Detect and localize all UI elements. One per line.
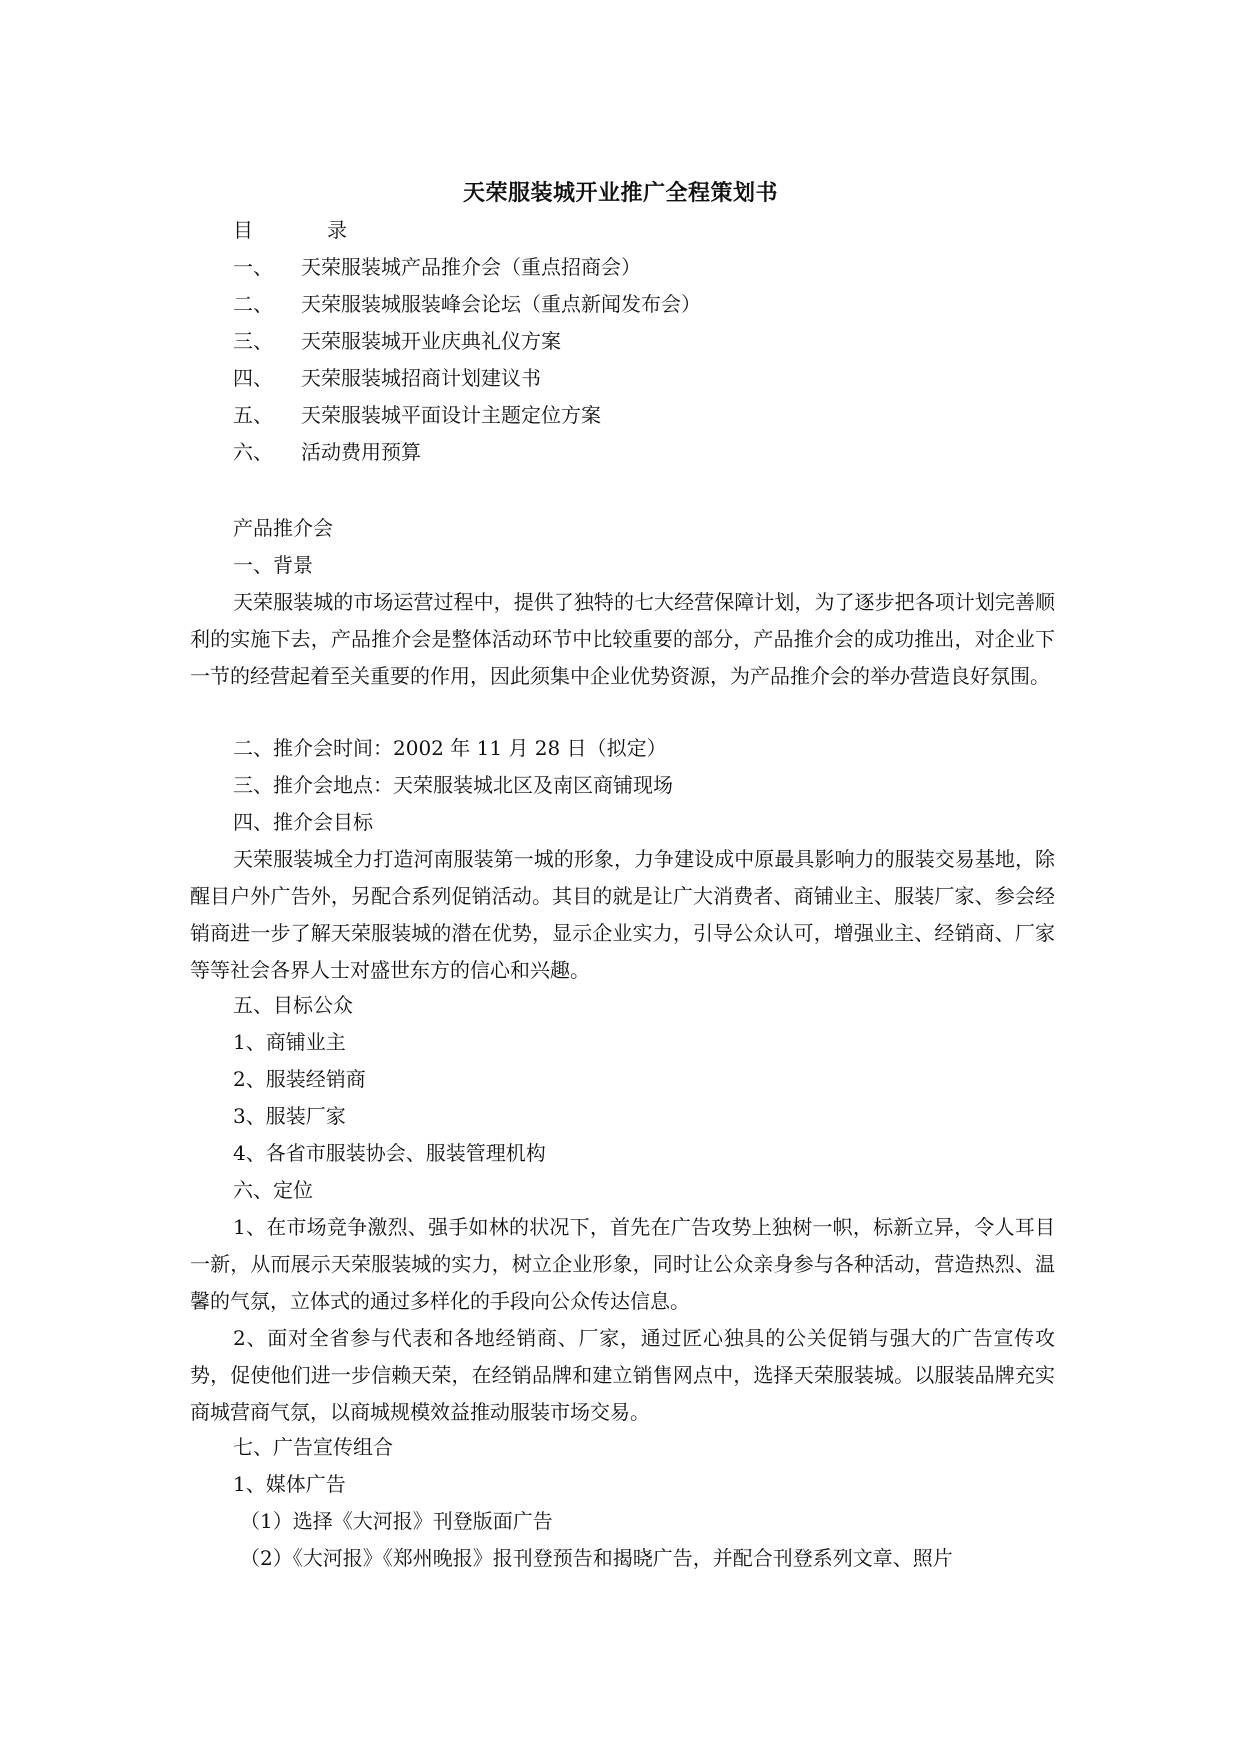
document-title: 天荣服装城开业推广全程策划书 [462,180,778,206]
section-title: 产品推介会 [233,516,333,540]
toc-item [233,292,701,316]
event-time: 二、推介会时间：2002 年 11 月 28 日（拟定） [233,736,667,760]
goal-heading: 四、推介会目标 [233,810,373,834]
toc-item-number: 二、 [233,292,273,316]
toc-item-text: 天荣服装城招商计划建议书 [301,366,541,390]
toc-item [233,403,601,427]
toc-item-number: 五、 [233,403,273,427]
positioning-paragraph-1: 1、在市场竞争激烈、强手如林的状况下，首先在广告攻势上独树一帜，标新立异，令人耳目一新，从而展示天荣服装城的实力，树立企业形象，同时让公众亲身参与各种活动，营造热烈、温馨的气氛，立体式的通过多样化的手段向公众传达信息。 [190,1215,1055,1313]
positioning-paragraph-2: 2、面对全省参与代表和各地经销商、厂家，通过匠心独具的公关促销与强大的广告宣传攻势，促使他们进一步信赖天荣，在经销品牌和建立销售网点中，选择天荣服装城。以服装品牌充实商城营商气氛，以商城规模效益推动服装市场交易。 [190,1326,1055,1424]
event-place: 三、推介会地点：天荣服装城北区及南区商铺现场 [233,773,673,797]
toc-heading-right: 录 [327,218,347,242]
audience-item: 2、服装经销商 [233,1067,366,1091]
toc-item [233,255,641,279]
toc-item-number: 四、 [233,366,273,390]
toc-heading-left: 目 [233,218,253,242]
toc-item-number: 六、 [233,440,273,464]
toc-item-text: 天荣服装城服装峰会论坛（重点新闻发布会） [301,292,701,316]
audience-heading: 五、目标公众 [233,993,353,1017]
toc-item [233,329,561,353]
background-paragraph: 天荣服装城的市场运营过程中，提供了独特的七大经营保障计划，为了逐步把各项计划完善顺利的实施下去，产品推介会是整体活动环节中比较重要的部分，产品推介会的成功推出，对企业下一节的经营起着至关重要的作用，因此须集中企业优势资源，为产品推介会的举办营造良好氛围。 [190,590,1055,688]
media-item: （1）选择《大河报》刊登版面广告 [240,1509,553,1533]
toc-heading [233,218,347,242]
positioning-heading: 六、定位 [233,1178,313,1202]
toc-item-number: 三、 [233,329,273,353]
audience-item: 4、各省市服装协会、服装管理机构 [233,1141,546,1165]
toc-item [233,440,421,464]
audience-item: 3、服装厂家 [233,1104,346,1128]
audience-item: 1、商铺业主 [233,1030,346,1054]
toc-item [233,366,541,390]
toc-item-number: 一、 [233,255,273,279]
toc-item-text: 天荣服装城开业庆典礼仪方案 [301,329,561,353]
goal-paragraph: 天荣服装城全力打造河南服装第一城的形象，力争建设成中原最具影响力的服装交易基地，除醒目户外广告外，另配合系列促销活动。其目的就是让广大消费者、商铺业主、服装厂家、参会经销商进一步了解天荣服装城的潜在优势，显示企业实力，引导公众认可，增强业主、经销商、厂家等等社会各界人士对盛世东方的信心和兴趣。 [190,847,1055,982]
media-item: （2）《大河报》《郑州晚报》报刊登预告和揭晓广告，并配合刊登系列文章、照片 [240,1546,953,1570]
toc-item-text: 天荣服装城平面设计主题定位方案 [301,403,601,427]
media-heading: 1、媒体广告 [233,1472,346,1496]
toc-item-text: 活动费用预算 [301,440,421,464]
toc-item-text: 天荣服装城产品推介会（重点招商会） [301,255,641,279]
background-heading: 一、背景 [233,553,313,577]
advertising-heading: 七、广告宣传组合 [233,1435,393,1459]
